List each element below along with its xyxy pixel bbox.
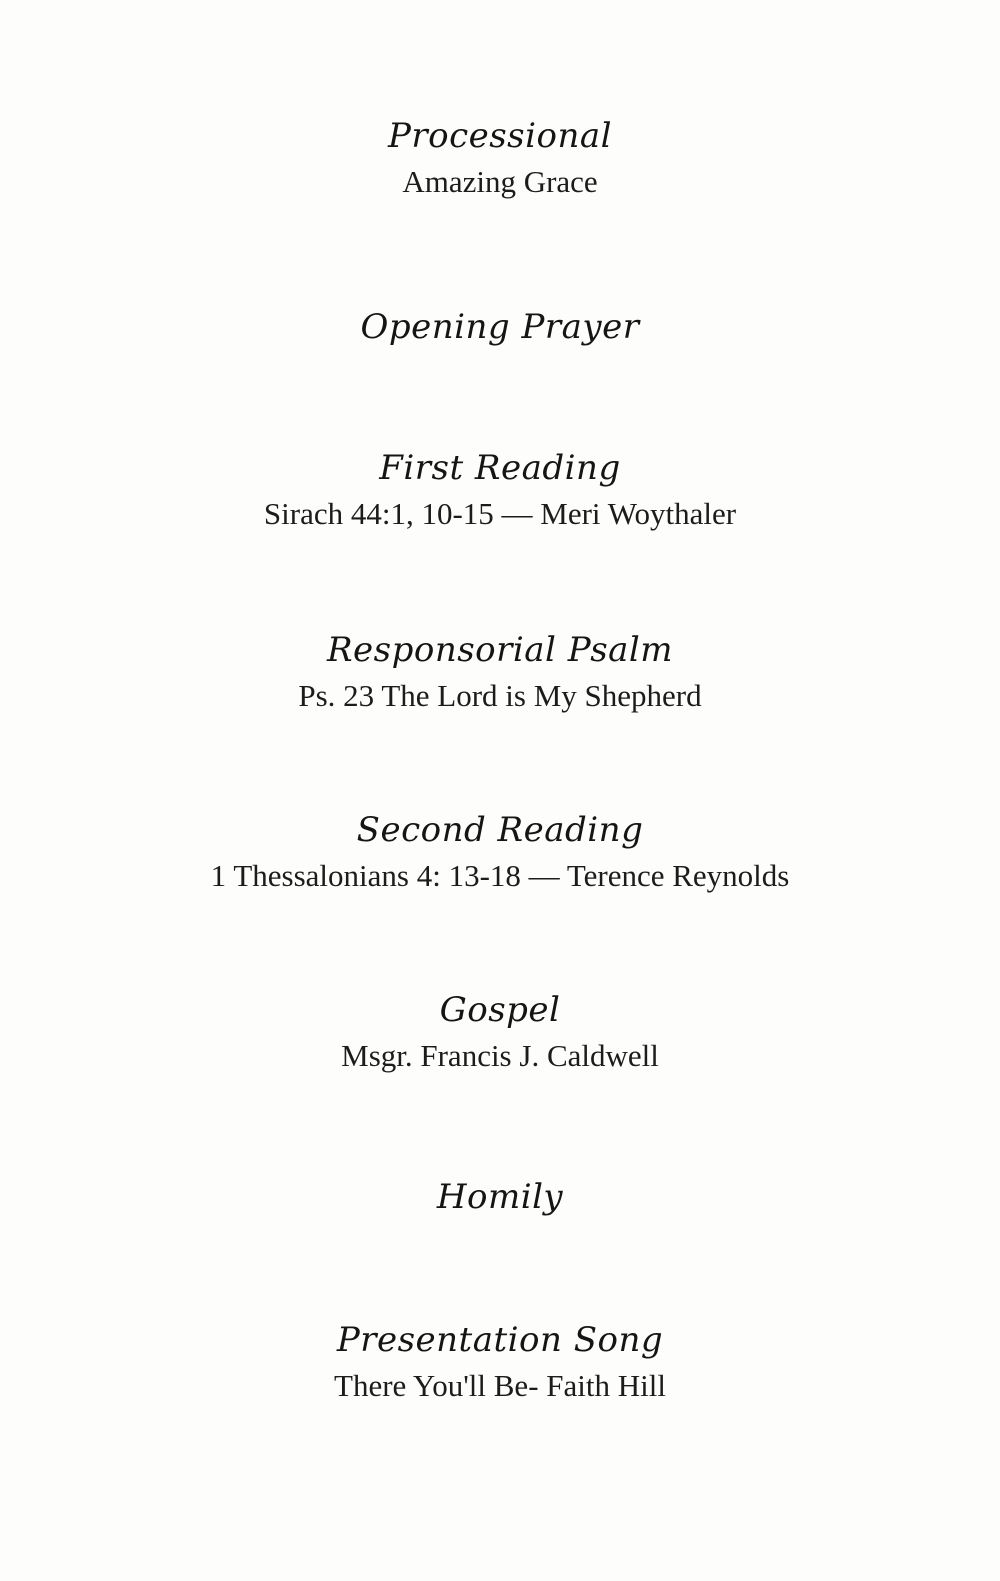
section-heading: Opening Prayer (360, 307, 640, 347)
section-heading: Homily (436, 1177, 564, 1217)
section-detail: 1 Thessalonians 4: 13-18 — Terence Reynolds (210, 858, 790, 893)
section-detail: Msgr. Francis J. Caldwell (341, 1038, 659, 1073)
first-reading-section (0, 446, 1000, 534)
section-heading: Second Reading (356, 810, 644, 850)
section-heading: Presentation Song (336, 1320, 664, 1360)
responsorial-psalm-section (0, 628, 1000, 716)
section-detail: Ps. 23 The Lord is My Shepherd (298, 678, 702, 713)
section-detail: There You'll Be- Faith Hill (334, 1368, 666, 1403)
processional-section (0, 114, 1000, 202)
section-detail: Amazing Grace (402, 164, 598, 199)
section-heading: Gospel (439, 990, 561, 1030)
opening-prayer-section (0, 305, 1000, 349)
presentation-song-section (0, 1318, 1000, 1406)
section-heading: Responsorial Psalm (326, 630, 674, 670)
gospel-section (0, 988, 1000, 1076)
homily-section (0, 1175, 1000, 1219)
section-heading: Processional (387, 116, 613, 156)
section-detail: Sirach 44:1, 10-15 — Meri Woythaler (263, 496, 737, 531)
second-reading-section (0, 808, 1000, 896)
section-heading: First Reading (379, 448, 621, 488)
